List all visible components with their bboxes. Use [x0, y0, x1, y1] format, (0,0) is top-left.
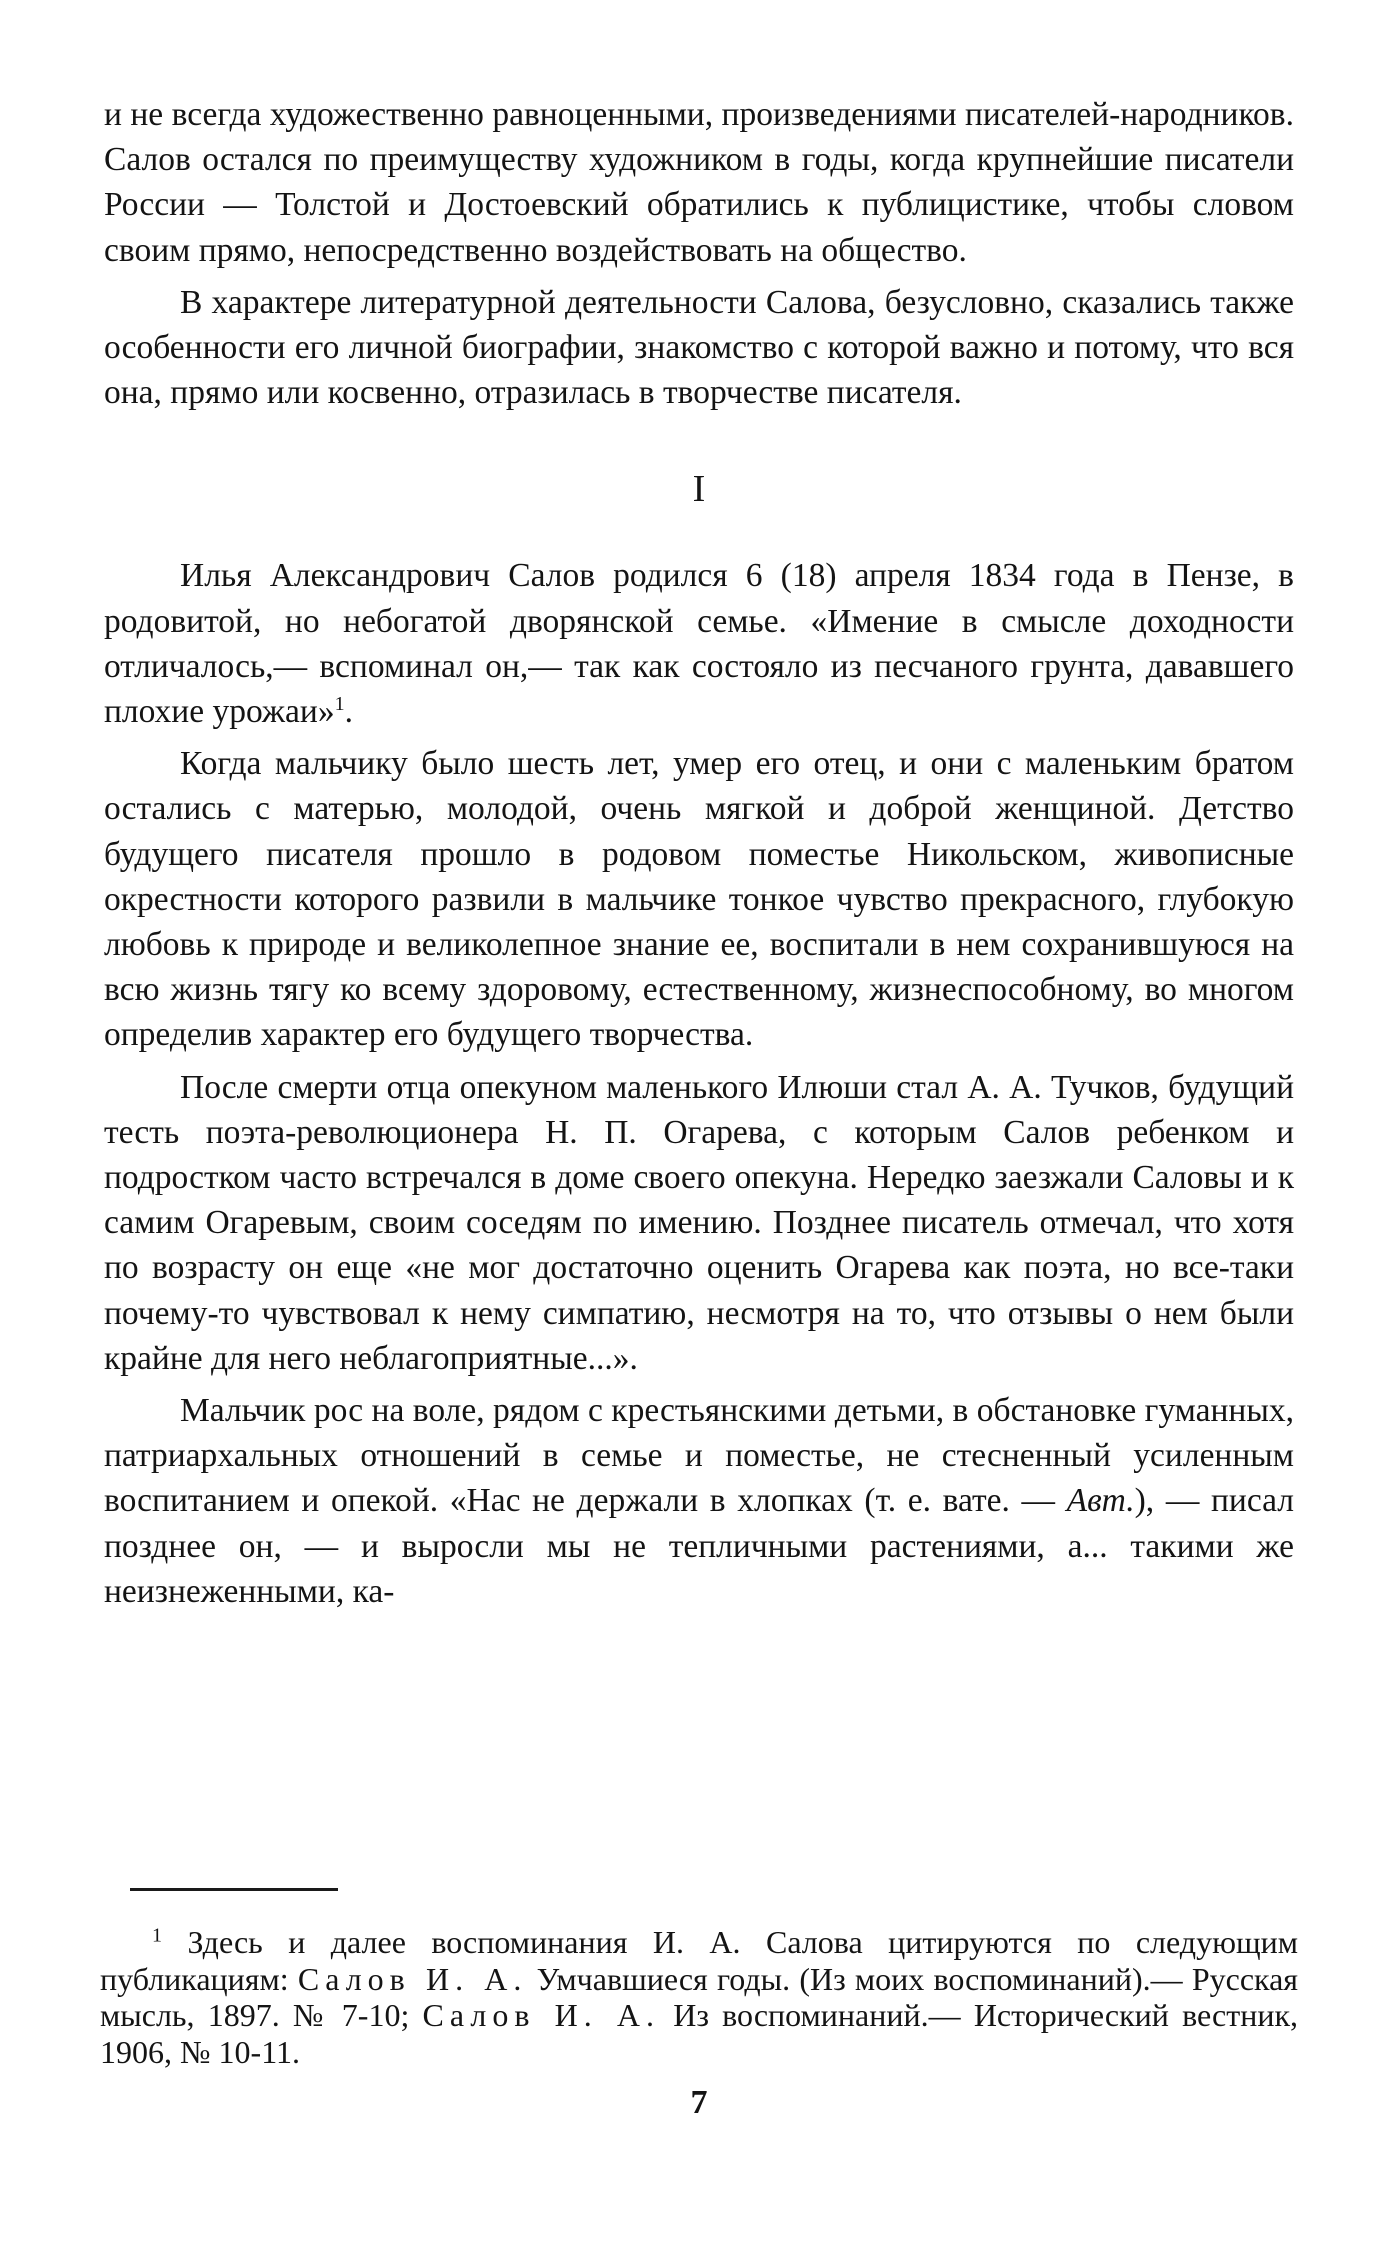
footnote-text-1: Здесь и далее воспоминания И. А. Салова цитируются по следующим публикациям: [100, 1924, 1298, 1997]
chapter-heading: I [692, 468, 706, 511]
footnote-marker: 1 [152, 1924, 162, 1947]
paragraph-6-text-b: ), — писал позднее он, — и выросли мы не тепличными растениями, а... такими же неизнеженными, ка- [104, 1482, 1294, 1610]
footnote-divider [130, 1888, 338, 1891]
footnote-reference[interactable]: 1 [334, 692, 345, 715]
paragraph-6 [104, 1388, 1294, 1614]
paragraph-1: и не всегда художественно равноценными, произведениями писателей-народников. Салов остался по преимуществу художником в годы, когда крупнейшие писатели России — Толстой и Достоевский обратились к публицистике, чтобы словом своим прямо, непосредственно воздействовать на общество. [104, 96, 1294, 269]
paragraph-2: В характере литературной деятельности Салова, безусловно, сказались также особенности его личной биографии, знакомство с которой важно и потому, что вся она, прямо или косвенно, отразилась в творчестве писателя. [104, 283, 1294, 412]
footnote-author-2: Салов И. А. [422, 1997, 661, 2033]
paragraph-3-end: . [344, 693, 353, 731]
footnote-text-2: Умчавшиеся годы. (Из моих воспоминаний).— Русская мысль, 1897. № 7-10; [100, 1960, 1299, 2033]
paragraph-5: После смерти отца опекуном маленького Илюши стал А. А. Тучков, будущий тесть поэта-революционера Н. П. Огарева, с которым Салов ребенком и подростком часто встречался в доме своего опекуна. Нередко заезжали Саловы и к самим Огаревым, своим соседям по имению. Позднее писатель отмечал, что хотя по возрасту он еще «не мог достаточно оценить Огарева как поэта, но все-таки почему-то чувствовал к нему симпатию, несмотря на то, что отзывы о нем были крайне для него неблагоприятные...». [104, 1068, 1294, 1377]
page-number: 7 [690, 2084, 708, 2121]
footnote-1 [100, 1924, 1298, 2070]
paragraph-6-italic: Авт. [1066, 1482, 1135, 1520]
paragraph-4: Когда мальчику было шесть лет, умер его отец, и они с маленьким братом остались с матерью, молодой, очень мягкой и доброй женщиной. Детство будущего писателя прошло в родовом поместье Никольском, живописные окрестности которого развили в мальчике тонкое чувство прекрасного, глубокую любовь к природе и великолепное знание ее, воспитали в нем сохранившуюся на всю жизнь тягу ко всему здоровому, естественному, жизнеспособному, во многом определив характер его будущего творчества. [104, 745, 1294, 1054]
page-body [104, 92, 1294, 1614]
paragraph-3-text: Илья Александрович Салов родился 6 (18) апреля 1834 года в Пензе, в родовитой, но небогатой дворянской семье. «Имение в смысле доходности отличалось,— вспоминал он,— так как состояло из песчаного грунта, дававшего плохие урожаи» [104, 557, 1294, 731]
footnote-text-3: Из воспоминаний.— Исторический вестник, 1906, № 10-11. [100, 1997, 1299, 2070]
footnote-author-1: Салов И. А. [297, 1960, 528, 1997]
footnotes [100, 1924, 1298, 2070]
paragraph-6-text-a: Мальчик рос на воле, рядом с крестьянскими детьми, в обстановке гуманных, патриархальных отношений в семье и поместье, не стесненный усиленным воспитанием и опекой. «Нас не держали в хлопках (т. е. вате. — [104, 1392, 1294, 1520]
paragraph-3 [104, 553, 1294, 734]
